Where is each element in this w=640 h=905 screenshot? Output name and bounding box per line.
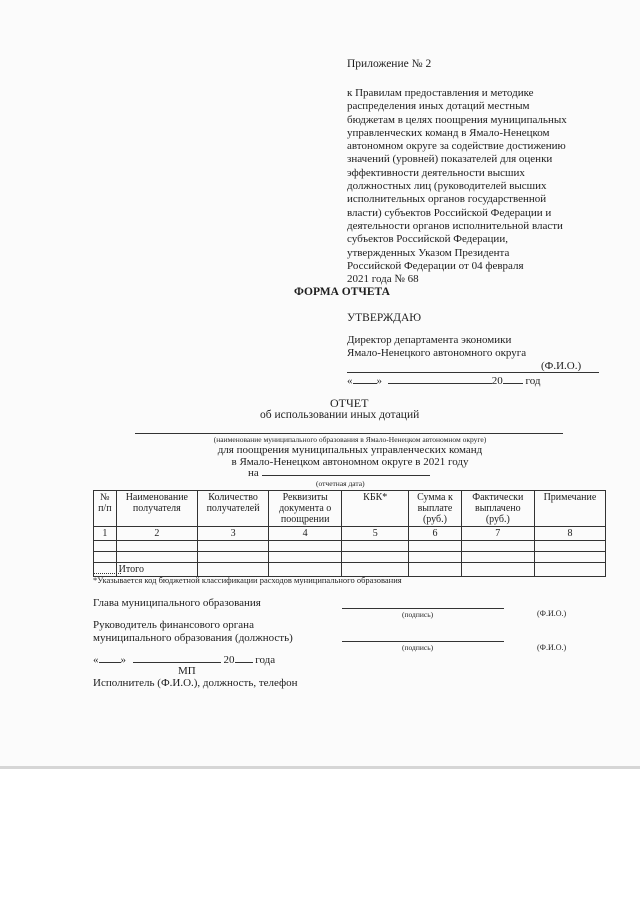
annex-line: утвержденных Указом Президента	[347, 246, 510, 259]
col-recipient-count: Количество получателей	[198, 491, 269, 527]
table-cell: 8	[534, 527, 605, 541]
finance-signature-line	[342, 641, 504, 642]
col-document-details: Реквизиты документа о поощрении	[269, 491, 342, 527]
date-close-quote: »	[376, 375, 382, 387]
municipality-line	[135, 433, 563, 434]
approval-position-line: Ямало-Ненецкого автономного округа	[347, 347, 527, 359]
finance-fio-hint: (Ф.И.О.)	[537, 643, 567, 652]
report-table	[93, 490, 606, 577]
annex-line: деятельности органов исполнительной власти	[347, 219, 563, 232]
annex-line: субъектов Российской Федерации,	[347, 233, 508, 246]
head-signature-line	[342, 608, 504, 609]
date-open-quote: «	[93, 654, 99, 666]
finance-signature-hint: (подпись)	[402, 643, 434, 652]
form-title: ФОРМА ОТЧЕТА	[294, 286, 390, 298]
col-note: Примечание	[534, 491, 605, 527]
table-header-row	[94, 491, 606, 527]
annex-line: 2021 года № 68	[347, 273, 419, 286]
col-recipient-name: Наименование получателя	[116, 491, 197, 527]
approval-signature-line	[347, 372, 599, 373]
finance-label-line: муниципального образования (должность)	[93, 631, 293, 644]
annex-line: распределения иных дотаций местным	[347, 100, 530, 113]
annex-line: значений (уровней) показателей для оценки	[347, 153, 553, 166]
approval-position-line: Директор департамента экономики	[347, 334, 512, 346]
table-cell: 6	[409, 527, 462, 541]
head-signature-hint: (подпись)	[402, 610, 434, 619]
municipality-hint: (наименование муниципального образования в Ямало-Ненецком автономном округе)	[213, 435, 487, 444]
table-cell: 4	[269, 527, 342, 541]
table-cell: 3	[198, 527, 269, 541]
head-fio-hint: (Ф.И.О.)	[537, 609, 567, 618]
annex-line: бюджетам в целях поощрения муниципальных	[347, 113, 567, 126]
annex-line: Российской Федерации от 04 февраля	[347, 259, 524, 272]
approval-position	[347, 334, 526, 360]
col-amount-due: Сумма к выплате (руб.)	[409, 491, 462, 527]
annex-text	[347, 87, 622, 286]
annex-line: управленческих команд в Ямало-Ненецком	[347, 126, 550, 139]
annex-line: эффективности деятельности высших	[347, 166, 525, 179]
report-subtitle: об использовании иных дотаций	[260, 409, 420, 421]
annex-line: к Правилам предоставления и методике	[347, 87, 534, 99]
purpose-line: в Ямало-Ненецком автономном округе в 2021 году	[231, 456, 469, 468]
col-kbk: КБК*	[342, 491, 409, 527]
stamp-label: МП	[178, 665, 196, 677]
year-suffix: год	[525, 375, 541, 387]
approval-heading: УТВЕРЖДАЮ	[347, 312, 422, 324]
page-edge	[0, 766, 640, 769]
year-prefix: 20	[491, 375, 503, 387]
table-cell: 7	[461, 527, 534, 541]
annex-line: власти) субъектов Российской Федерации и	[347, 206, 552, 219]
finance-label-line: Руководитель финансового органа	[93, 619, 254, 631]
date-close-quote: »	[120, 654, 126, 666]
approval-date	[347, 375, 541, 387]
annex-line: исполнительных органов государственной	[347, 193, 547, 206]
table-row	[94, 552, 606, 563]
on-date-prefix: на	[248, 467, 259, 479]
table-cell: 1	[94, 527, 117, 541]
report-title: ОТЧЕТ	[330, 396, 369, 410]
purpose-line: для поощрения муниципальных управленческих команд	[217, 444, 483, 456]
table-cell: 2	[116, 527, 197, 541]
col-amount-paid: Фактически выплачено (руб.)	[461, 491, 534, 527]
approval-fio: (Ф.И.О.)	[541, 360, 582, 372]
total-label: Итого	[116, 563, 197, 577]
col-number: № п/п	[94, 491, 117, 527]
purpose-text	[135, 444, 565, 468]
table-row	[94, 541, 606, 552]
footnote: *Указывается код бюджетной классификации расходов муниципального образования	[93, 575, 402, 585]
year-prefix: 20	[223, 654, 235, 666]
footnote-divider	[93, 573, 121, 574]
finance-label	[93, 619, 293, 644]
head-label: Глава муниципального образования	[93, 597, 261, 609]
date-open-quote: «	[347, 375, 353, 387]
table-row	[94, 527, 606, 541]
annex-line: автономном округе за содействие достижению	[347, 140, 566, 153]
annex-title: Приложение № 2	[347, 58, 432, 70]
year-suffix: года	[255, 654, 276, 666]
table-cell: 5	[342, 527, 409, 541]
date-hint: (отчетная дата)	[316, 479, 365, 488]
executor-label: Исполнитель (Ф.И.О.), должность, телефон	[93, 677, 298, 689]
annex-line: должностных лиц (руководителей высших	[347, 180, 547, 193]
report-date	[248, 467, 430, 479]
